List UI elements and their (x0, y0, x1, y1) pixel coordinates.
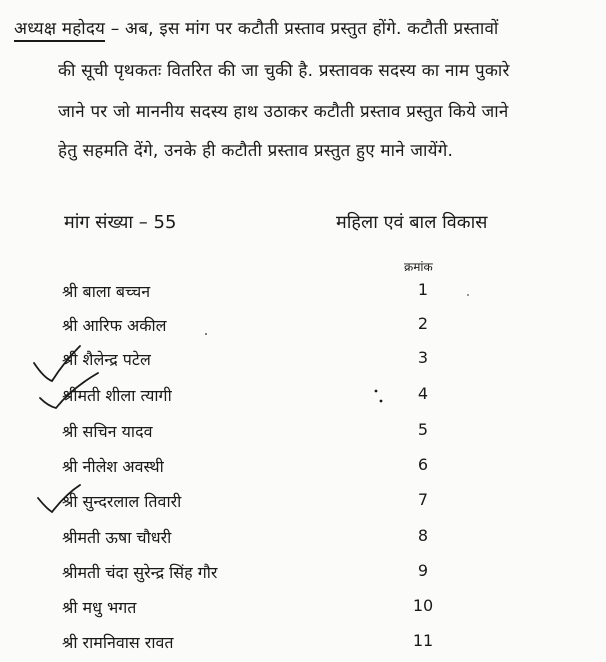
member-serial: 8 (417, 526, 429, 545)
member-name: श्री आरिफ अकील (62, 316, 167, 335)
member-name: श्री सुन्दरलाल तिवारी (62, 492, 182, 511)
serial-column-header: क्रमांक (404, 260, 433, 274)
intro-line-3: जाने पर जो माननीय सदस्य हाथ उठाकर कटौती प्रस्ताव प्रस्तुत किये जाने (58, 102, 509, 122)
member-name: श्री सचिन यादव (62, 422, 153, 441)
intro-line-1-text: – अब, इस मांग पर कटौती प्रस्ताव प्रस्तुत होंगे. कटौती प्रस्तावों (105, 19, 499, 39)
member-serial: 3 (417, 348, 429, 367)
member-name: श्री शैलेन्द्र पटेल (62, 350, 151, 369)
demand-number: मांग संख्या – 55 (64, 212, 177, 233)
demand-title: महिला एवं बाल विकास (336, 212, 488, 233)
speck-dot (205, 333, 207, 335)
member-serial: 10 (412, 596, 434, 615)
member-serial: 11 (412, 631, 434, 650)
member-serial: 1 (417, 280, 429, 299)
intro-line-4: हेतु सहमति देंगे, उनके ही कटौती प्रस्ताव प्रस्तुत हुए माने जायेंगे. (58, 141, 454, 161)
member-serial: 6 (417, 455, 429, 474)
speck-dot (380, 400, 383, 403)
member-serial: 9 (417, 561, 429, 580)
member-name: श्री मधु भगत (62, 598, 137, 617)
speaker-label: अध्यक्ष महोदय (14, 19, 105, 42)
member-name: श्रीमती चंदा सुरेन्द्र सिंह गौर (62, 563, 218, 582)
member-serial: 2 (417, 314, 429, 333)
tick-mark-icon (34, 346, 80, 381)
speck-dot (375, 390, 378, 393)
member-name: श्री नीलेश अवस्थी (62, 457, 164, 476)
member-name: श्री बाला बच्चन (62, 282, 151, 301)
member-serial: 5 (417, 420, 429, 439)
tick-mark-icon (38, 485, 80, 512)
member-name: श्रीमती शीला त्यागी (62, 386, 172, 405)
member-name: श्री रामनिवास रावत (62, 633, 174, 652)
member-name: श्रीमती ऊषा चौधरी (62, 528, 172, 547)
speck-dot (467, 294, 469, 296)
member-serial: 7 (417, 490, 429, 509)
intro-line-2: की सूची पृथकतः वितरित की जा चुकी है. प्रस्तावक सदस्य का नाम पुकारे (58, 61, 510, 81)
member-serial: 4 (417, 384, 429, 403)
